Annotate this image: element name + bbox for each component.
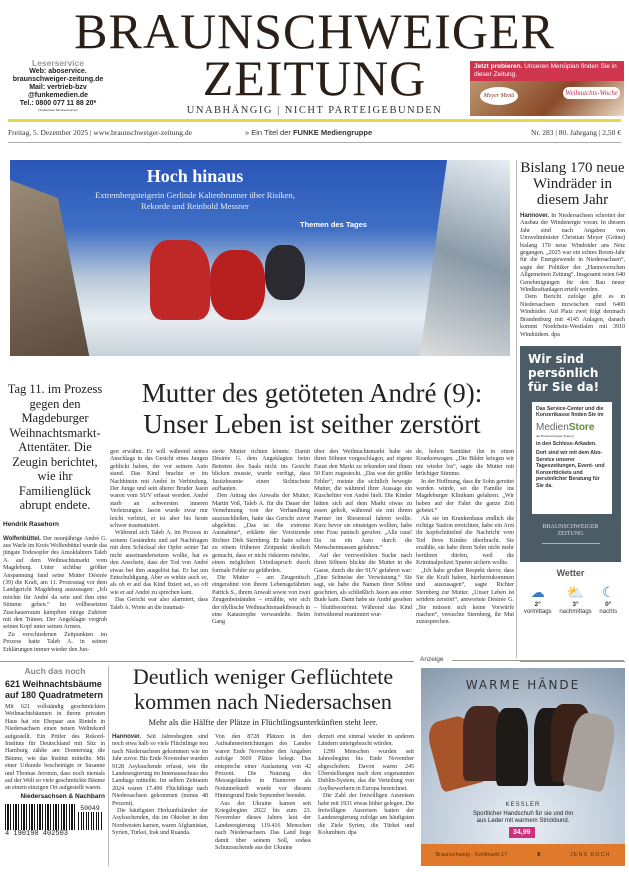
lead-main-column — [110, 378, 514, 626]
weather-night — [599, 583, 617, 616]
paragraph: Der neunjährige André G. aus Warle im Kreis Wolfenbüttel wurde das jüngste Todesopfer des Amokfahrers Taleb A. auf dem Weihnachtsmarkt vom Magdeburg. Unter sichtbar größter Anspannung fand seine Mutter Désirée (39) die Kraft, am 11. Prozesstag vor dem Landgericht Magdeburg auszusagen: „Ich möchte für André da sein und ihm eine Stimme geben.“ Im vollbesetzten Zuschauerraum kämpften einige Zuhörer mit den Tränen. Der Angeklagte vergrub seinen Kopf unter seinen Armen. — [3, 534, 107, 631]
barcode-addon: 50049 — [80, 804, 100, 812]
masthead-title-line1: BRAUNSCHWEIGER — [74, 3, 555, 59]
dateline-issue: Nr. 283 | 80. Jahrgang | 2,50 € — [531, 128, 621, 137]
lead-left-column — [3, 382, 107, 653]
paragraph: 1299 Menschen wurden seit Jahresbeginn bis Ende November abgeschoben. Davon waren 245 Überstellungen nach dem sogenannten Dublin-System, das die Verteilung von Asylbewerbern in Europa bezeichnet. — [318, 747, 414, 792]
climber-2 — [210, 250, 265, 320]
paragraph: Zu verschiedenen Zeitpunkten im Prozess hatte Taleb A. in seinen Erklärungen immer wieder den Jun- — [3, 630, 107, 653]
barcode-block — [5, 804, 105, 830]
paragraph: sierte Mutter richten könnte. Damit Désirée G. dem Angeklagten beim Betreten des Saals nicht ins Gesicht blicken musste, wurde verfügt, dass Justizbeamte einen Sichtschutz aufbauten. — [212, 448, 310, 493]
second-headline: Deutlich weniger Geflüchtete kommen nach Niedersachsen — [132, 664, 394, 714]
paragraph: „Ich habe großen Respekt davor, dass Sie die Kraft haben, hierherzukommen und auszusagen“, sagte Richter Sternberg zur Mutter. „Unser Leben ist seitdem zerstört“, antwortete Désirée G. „Sie müssen sich keine Vorwürfe machen“, versuchte Sternberg, ihr Mut zuzusprechen. — [416, 566, 514, 626]
barcode-number: 4 190190 402503 — [5, 829, 69, 838]
photo-section: Themen des Tages — [300, 220, 367, 229]
temp: 3° — [572, 600, 579, 608]
publisher-brand: FUNKE Mediengruppe — [292, 128, 373, 137]
ad-title: WARME HÄNDE — [465, 678, 581, 692]
second-col-2 — [215, 733, 311, 852]
paragraph: Als sie im Krankenhaus endlich die richtige Station erreichten, habe ein Arzt ihr kopfschüttelnd die Nachricht vom Tod ihres Kindes überbracht. Sie erzählte, sie habe ihren Sohn nicht mehr berühren dürfen, weil die Kriminalpolizei Spuren sichern wollte. — [416, 514, 514, 567]
mountain-left — [10, 180, 90, 356]
ad-footer — [421, 844, 625, 866]
masthead-tagline: UNABHÄNGIG | NICHT PARTEIGEBUNDEN — [186, 105, 443, 116]
second-subline: Mehr als die Hälfte der Plätze in Flüchtlingsunterkünften steht leer. — [148, 717, 378, 727]
paragraph: Aus der Ukraine kamen seit Kriegsbeginn 2022 bis zum 23. November dieses Jahres laut der Landesregierung 119.416 Menschen nach Niedersachsen. Das Land liege damit über seinem Soll, sodass Schutzsuchende aus der Ukraine — [215, 799, 311, 852]
barcode — [5, 804, 75, 830]
leserservice-mail: Mail: vertrieb-bzv — [29, 84, 87, 91]
time-label: nachts — [599, 608, 618, 615]
lead-col-2 — [110, 448, 208, 626]
leserservice-web: Web: aboservice. — [29, 68, 87, 75]
top-ad-banner[interactable] — [470, 61, 624, 116]
leserservice-web-domain[interactable]: braunschweiger-zeitung.de — [12, 76, 104, 83]
ad-price: 34,99 — [509, 827, 535, 838]
kicker-body: Mit 621 vollständig geschmückten Weihnachtsbäumen in ihrem privaten Haus hat ein Ehepaar aus Rinteln in Niedersachsen einen neuen Weltrekord aufgestellt. Ein Prüfer des Rekord-Instituts für Deutschland mit Sitz in Hamburg zählte am Donnerstag die Bäume, wie das Institut mitteilte. Mit einer Urkunde bescheinigte er Susanne und Thomas Jeromin, dass noch niemals auf der Welt so viele geschmückte Bäume an einem einzigen Ort aufgestellt waren. — [5, 703, 105, 792]
paragraph: gen erwähnt. Er will während seines Anschlags in das Gesicht eines Jungen geblickt haben, der vor seinem Auto stand. Das Kind brachte er im Nachhinein mit André in Verbindung. Der Junge und sein älterer Bruder Jason waren vom SUV erfasst worden. André starb an schwersten inneren Verletzungen. Jason wurde zwar nur leicht verletzt, er ist aber bis heute schwer traumatisiert. — [110, 448, 208, 530]
sun-cloud-icon: ⛅ — [566, 583, 585, 600]
weather-box — [520, 568, 621, 616]
promo-intro: Das Service-Center und die Konzertkasse finden Sie im — [536, 405, 604, 419]
divider — [8, 142, 621, 143]
weather-title: Wetter — [556, 567, 585, 578]
publisher-prefix: Ein Titel der — [251, 128, 293, 137]
paragraph: Während sich Taleb A. im Prozess in seinem Geständnis und auf Nachfragen mit dem Schicksal der Opfer seiner Tat nicht auseinandersetzen wollte, hat es den Anschein, dass der Tod von André etwas bei ihm ausgelöst hat. Er bat um Entschuldigung. Aber es wirkte auch so, als ob er auf das Kind fixiert sei, so oft wie er auf André zu sprechen kam. — [110, 529, 208, 596]
paragraph: über den Weihnachtsmarkt habe sie ihren Söhnen vorgeschlagen, auf eigene Faust den Markt zu erkunden und ihnen 50 Euro zugesteckt. „Das war der größte Fehler“, meinte die sichtlich bewegte Mutter, die während ihrer Aussage ein Kuscheltier von André hielt. Die Kinder hätten sich auf dem Markt etwas zu essen geholt, während sie mit ihrem Partner im Riesenrad fahren wollte. Kurz bevor sie einsteigen wollten, habe eine Frau panisch gerufen: „Alle raus! Da ist ein Auto durch die Menschenmassen gefahren.“ — [314, 448, 412, 552]
lead-location: Wolfenbüttel. — [3, 534, 41, 542]
top-ad-badge: Weihnachts-Woche — [565, 89, 618, 97]
cloud-rain-icon: ☁ — [530, 583, 545, 600]
climber-3 — [265, 245, 305, 300]
paragraph: In der Hoffnung, dass ihr Sohn gerettet werden würde, sei die Familie ins Magdeburger Klinikum gefahren. „Wir haben auf der Fahrt die ganze Zeit gebetet.“ — [416, 477, 514, 515]
mountain-right — [420, 160, 510, 356]
leserservice-heading: Leserservice — [32, 58, 84, 68]
barcode-addon-bars — [78, 812, 102, 830]
time-label: nachmittags — [559, 608, 592, 615]
kicker-label: Auch das noch — [24, 666, 86, 676]
paragraph: Von den 8728 Plätzen in den Aufnahmeeinrichtungen des Landes waren Ende November den Angaben zufolge 3669 Plätze belegt. Das entspreche einer Auslastung von 42 Prozent. Die Nutzung des Messegeländes in Hannover als Notunterkunft wurde vor diesem Hintergrund Ende September beendet. — [215, 733, 311, 800]
publisher-arrow-icon: » — [245, 128, 250, 137]
lighthouse-icon: ♜ — [536, 851, 542, 858]
moon-cloud-icon: ☾ — [601, 583, 615, 600]
top-ad-bold: Jetzt probieren. — [474, 63, 523, 70]
leserservice-box — [8, 58, 108, 112]
second-story — [112, 664, 414, 852]
second-col-3 — [318, 733, 414, 852]
logo-sub: der Braunschweiger Zeitung — [536, 433, 574, 438]
ad-label-rule — [452, 660, 624, 661]
side-paragraph: Dem Bericht zufolge gibt es in Niedersachsen inzwischen rund 6400 Windräder. Auf Platz zwei folgt demnach Brandenburg mit 4145 Anlagen, danach kommt Nordrhein-Westfalen mit 3910 Windrädern. dpa — [520, 293, 625, 338]
photo-title: Hoch hinaus — [146, 166, 244, 186]
side-headline: Bislang 170 neue Windräder in diesem Jahr — [520, 160, 625, 208]
desc-line: aus Leder mit warmem Strickbund. — [476, 818, 570, 824]
lead-col-5 — [416, 448, 514, 626]
brand-line-2: ZEITUNG — [557, 530, 584, 537]
paragraph: Die häufigsten Herkunftsländer der Asylsuchenden, die im Oktober in den Nordwesten kamen, waren Afghanistan, Syrien, Türkei, Irak und Ruanda. — [112, 807, 208, 837]
side-location: Hannover. — [520, 212, 550, 219]
leserservice-phone: Tel.: 0800 077 11 88 20* — [19, 100, 97, 107]
weather-morning — [524, 583, 552, 616]
photo-subtitle: Extrembergsteigerin Gerlinde Kaltenbrunner über Risiken, Rekorde und Reinhold Messner — [95, 190, 295, 211]
side-paragraph: In Niedersachsen schreitet der Ausbau der Windenergie voran: In diesem Jahr sind nach Angaben von Umweltminister Christian Meyer (Grüne) bislang 170 neue Windräder ans Netz gegangen. „2025 war ein echtes Boom-Jahr für die Energiewende in Niedersachsen“, sagte der Politiker der „Hannoverschen Allgemeinen Zeitung“. Insgesamt seien 640 Genehmigungen für den Bau neuer Windkraftanlagen erteilt worden. — [520, 212, 625, 294]
ad-label: Anzeige — [420, 656, 444, 663]
paragraph: de, hoben Sanitäter ihn in einen Krankenwagen. „Die Bilder kriegen wir nie wieder los“, sagte die Mutter mit brüchiger Stimme. — [416, 448, 514, 478]
lead-col-3 — [212, 448, 310, 626]
logo-part-2: Store — [568, 421, 595, 433]
barcode-addon-block — [78, 805, 102, 830]
climber-1 — [150, 240, 210, 320]
lead-teaser: Tag 11. im Prozess gegen den Magdeburger Weihnachtsmarkt-Attentäter. Die Zeugin berichtet, wie ihr Familienglück abrupt endete. — [7, 382, 103, 512]
temp: 2° — [534, 600, 541, 608]
kicker-box — [5, 666, 105, 838]
promo-brand — [520, 524, 621, 538]
top-ad-logo: Meyer Menü — [480, 87, 518, 105]
time-label: vormittags — [523, 608, 552, 615]
leserservice-note: (*kostenlose Servicenummer) — [38, 108, 78, 112]
lead-headline: Mutter des getöteten André (9): Unser Leben ist seither zerstört — [141, 378, 483, 439]
top-ad-text: Unseren Menüplan finden Sie in dieser Zeitung. — [474, 63, 617, 78]
weather-afternoon — [559, 583, 591, 616]
kicker-ressort: Niedersachsen & Nachbarn — [20, 792, 105, 800]
ad-brand: KESSLER — [505, 802, 541, 808]
section-divider — [0, 661, 414, 662]
section-divider — [520, 661, 625, 662]
kicker-headline: 621 Weihnachtsbäume auf 180 Quadratmetern — [5, 679, 104, 700]
glove-image — [496, 708, 528, 786]
lead-col-1 — [3, 535, 107, 654]
right-column — [520, 160, 625, 616]
side-story-body — [520, 212, 625, 338]
promo-headline: Wir sind persönlich für Sie da! — [528, 351, 600, 394]
desc-line: Sportlicher Handschuh für sie und ihn — [472, 811, 574, 817]
paragraph: Auf der verzweifelten Suche nach ihren Söhnen blickte die Mutter in die Gasse, durch die der SUV gefahren war: „Eine Schneise der Verwüstung.“ Sie sagt, sie habe die Namen ihrer Söhne geschrien, als schließlich Jason aus einer Bude kam. Dann habe sie André gesehen – blutüberströmt. Während das Kind fortwährend reanimiert wur- — [314, 551, 412, 618]
paragraph: Seit Jahresbeginn sind noch etwa halb so viele Flüchtlinge neu nach Niedersachsen gekommen wie im Jahr zuvor. Bis Ende November wurden 9128 Asylsuchende erfasst, wie die Landesregierung im Innenausschuss des Landtags mitteilte. Im selben Zeitraum 2024 waren 17.499 Flüchtlinge nach Niedersachsen gekommen (minus 48 Prozent). — [112, 733, 208, 807]
ad-address: Braunschweig · Kohlmarkt 17 — [435, 851, 508, 858]
temp: 0° — [605, 600, 612, 608]
logo-part-1: Medien — [536, 421, 569, 433]
paragraph: Die Mutter – am Zeugentisch eingerahmt von ihrem Lebensgefährten Patrick S., ihrem Anwalt sowie von zwei Zeugenbeiständen – erzählte, wie sich der idyllische Weihnachtsmarktbesuch in eine Katastrophe verwandelte. Beim Gang — [212, 573, 310, 626]
promo-gold-bar — [542, 543, 600, 544]
second-col-1 — [112, 733, 208, 852]
promo-body: Dort sind wir mit dem Abo-Service unserer Tageszeitungen, Event- und Konzerttickets und persönlicher Beratung für Sie da. — [536, 450, 605, 489]
medienstore-logo — [536, 422, 608, 434]
dateline-date: Freitag, 5. Dezember 2025 | www.braunschweiger-zeitung.de — [8, 128, 192, 137]
paragraph: Den Antrag des Anwalts der Mutter, Martin Voß, Taleb A. für die Dauer der Vernehmung von der Verhandlung auszuschließen, hatte das Gericht zuvor abgelehnt. „Das ist die extreme Ausnahme“, erklärte der Vorsitzende Richter Dirk Sternberg. Er hatte schon zu einem früheren Zeitpunkt deutlich gemacht, dass er nicht riskieren möchte, einen möglichen Urteilsspruch durch formale Fehler zu gefährden. — [212, 492, 310, 574]
column-divider — [108, 666, 109, 866]
ad-description — [421, 811, 625, 825]
yellow-rule — [8, 119, 621, 122]
masthead-title-line2: ZEITUNG — [202, 50, 427, 106]
promo-card — [532, 402, 612, 514]
lead-col-4 — [314, 448, 412, 626]
paragraph: derzeit erst einmal wieder in anderen Ländern untergebracht würden. — [318, 733, 414, 748]
hero-photo[interactable] — [10, 160, 510, 356]
promo-location: in den Schloss-Arkaden. — [536, 440, 597, 447]
dateline-publisher — [245, 128, 372, 137]
ad-store: JENS KOCH — [570, 851, 611, 858]
medienstore-promo[interactable] — [520, 346, 621, 562]
paragraph: Das Gericht war also alarmiert, dass Taleb A. Worte an die traumati- — [110, 596, 208, 611]
gloves-ad[interactable] — [421, 668, 625, 866]
brand-line-1: BRAUNSCHWEIGER — [542, 523, 599, 530]
second-location: Hannover. — [112, 733, 142, 740]
paragraph: Die Zahl der freiwilligen Ausreisen habe mit 1931 etwas höher gelegen. Die freiwilligen Ausreisen hatten der Landesregierung zufolge am häufigsten die Ziele Syrien, die Türkei und Kolumbien. dpa — [318, 792, 414, 837]
lead-author: Hendrik Rasehorn — [3, 520, 59, 528]
leserservice-mail-domain[interactable]: @funkemedien.de — [27, 92, 89, 99]
column-divider — [516, 160, 517, 658]
